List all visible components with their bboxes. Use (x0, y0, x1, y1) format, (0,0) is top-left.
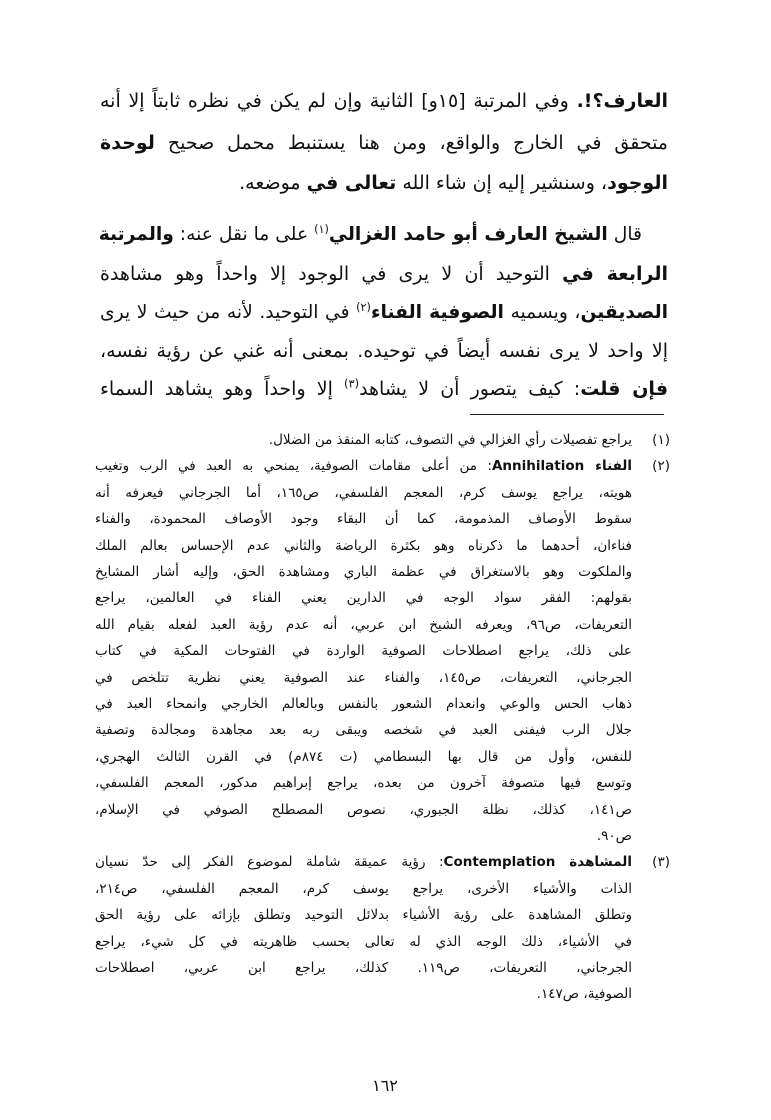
text-segment: الفناء Annihilation (491, 458, 632, 475)
text-segment: يراجع تفصيلات رأي الغزالي في التصوف، كتابه المنقذ من الضلال. (268, 432, 632, 448)
footnote-line (95, 693, 632, 715)
text-segment: إلا واحداً وهو يشاهد السماء (100, 378, 345, 400)
footnote-line (95, 719, 632, 741)
text-segment: لوحدة (100, 132, 155, 154)
text-segment: موضعه. (239, 172, 307, 194)
text-segment: قال (607, 224, 642, 245)
text-segment: العارف؟!. (576, 90, 668, 112)
main-text-line (100, 336, 668, 366)
text-segment: والمرتبة (98, 224, 174, 245)
footnote-line (95, 614, 632, 636)
text-segment: فإن قلت (580, 378, 669, 400)
footnote-line (95, 931, 632, 953)
footnote-line (95, 482, 632, 504)
text-segment: وفي المرتبة [١٥و] الثانية وإن لم يكن في نظره ثابتاً إلا أنه (100, 90, 577, 112)
text-segment: ص١٤١، كذلك، نظلة الجبوري، نصوص المصطلح الصوفي في الإسلام، (95, 801, 632, 818)
text-segment: ص٩٠. (596, 828, 632, 844)
page-number: ١٦٢ (372, 1076, 398, 1095)
footnote-line (95, 904, 632, 926)
text-segment: ، ويسميه (503, 302, 581, 323)
footnote-line (95, 640, 632, 662)
text-segment: الصديقين (580, 302, 668, 323)
footnote-number: (١) (652, 432, 670, 448)
text-segment: وتوسع فيها متصوفة آخرون من بعده، يراجع إبراهيم مدكور، المعجم الفلسفي، (95, 775, 632, 792)
text-segment: فناءان، أحدهما ما ذكرناه وهو بكثرة الرياضة والثاني عدم الإحساس بعالم الملك (95, 537, 632, 554)
main-text-line (100, 259, 668, 289)
main-text-line (100, 168, 668, 198)
main-text-line (100, 220, 642, 250)
text-segment: إلا واحد لا يرى نفسه أيضاً في توحيده. بمعنى أنه غني عن رؤية نفسه، (100, 340, 668, 362)
text-segment: ، وسنشير إليه إن شاء الله (396, 172, 608, 194)
text-segment: جلال الرب فيفنى العبد في شخصه ويبقى ربه بعد مجاهدة ومجالدة وتصفية (95, 722, 632, 739)
text-segment: سقوط الأوصاف المذمومة، كما أن البقاء وجود الأوصاف المحمودة، والفناء (95, 511, 632, 528)
text-segment: الرابعة في (562, 263, 668, 285)
main-text-line (100, 86, 668, 116)
text-segment: الصوفية، ص١٤٧. (536, 986, 632, 1003)
text-segment: الذات والأشياء الأخرى، يراجع يوسف كرم، المعجم الفلسفي، ص٢١٤، (95, 880, 632, 897)
text-segment: وتطلق المشاهدة على رؤية الأشياء بدلائل التوحيد وتطلق بإزائه على رؤية الحق (95, 907, 632, 924)
text-segment: التعريفات، ص٩٦، ويعرفه الشيخ ابن عربي، أنه عدم رؤية العبد لفعله بقيام الله (95, 616, 632, 633)
text-segment: الشيخ العارف أبو حامد الغزالي (328, 224, 608, 245)
text-segment: ذهاب الحس والوعي وانعدام الشعور بالنفس وبالعالم الخارجي وانمحاء العبد في (95, 696, 632, 712)
text-segment: في التوحيد. لأنه من حيث لا يرى (100, 302, 357, 323)
main-text-line (100, 374, 668, 404)
footnote-reference: (١) (314, 222, 329, 236)
text-segment: للنفس، وأول من قال بها البسطامي (ت ٨٧٤م) في القرن الثالث الهجري، (95, 748, 632, 765)
text-segment: المشاهدة Contemplation (443, 854, 632, 871)
text-segment: : من أعلى مقامات الصوفية، يمنحي به العبد في الرب وتغيب (95, 458, 492, 475)
text-segment: على ذلك، يراجع اصطلاحات الصوفية الواردة في الفتوحات المكية في كتاب (95, 643, 632, 660)
text-segment: التوحيد أن لا يرى في الوجود إلا واحداً وهو مشاهدة (100, 263, 563, 285)
text-segment: : كيف يتصور أن لا يشاهد (359, 378, 581, 400)
footnote-line (95, 535, 632, 557)
main-text-line (100, 128, 668, 158)
footnote-line (95, 587, 632, 609)
footnote-line (95, 667, 632, 689)
footnote-line (95, 957, 632, 979)
footnote-line (95, 825, 632, 847)
footnote-line (95, 799, 632, 821)
footnote-line (95, 746, 632, 768)
footnote-line (95, 878, 632, 900)
footnote-number: (٢) (652, 458, 670, 475)
footnote-reference: (٣) (344, 376, 360, 391)
footnote-line (95, 983, 632, 1005)
text-segment: الجرجاني، التعريفات، ص١٤٥، والفناء عند الصوفية يعني نظرية تتلخص في (95, 669, 632, 686)
footnote-line (95, 455, 632, 477)
footnote-reference: (٢) (356, 300, 371, 314)
footnote-separator (470, 414, 664, 415)
text-segment: هويته، يراجع يوسف كرم، المعجم الفلسفي، ص١٦٥، أما الجرجاني فيعرفه أنه (95, 484, 632, 501)
footnote-line (95, 508, 632, 530)
footnote-line (95, 772, 632, 794)
footnote-line (95, 429, 632, 451)
text-segment: تعالى في (306, 172, 397, 194)
text-segment: والملكوت وهو بالاستغراق في عظمة الباري ومشاهدة الحق، وإليه أشار المشايخ (95, 564, 632, 580)
text-segment: على ما نقل عنه: (173, 224, 315, 245)
text-segment: بقولهم: الفقر سواد الوجه في الدارين يعني الفناء في العالمين، يراجع (95, 590, 632, 607)
text-segment: : رؤية عميقة شاملة لموضوع الفكر إلى حدّ نسيان (95, 854, 444, 871)
text-segment: في الأشياء، ذلك الوجه الذي له تعالى بحسب ظاهريته في كل شيء، يراجع (95, 933, 632, 950)
footnote-line (95, 851, 632, 873)
text-segment: الجرجاني، التعريفات، ص١١٩. كذلك، يراجع ابن عربي، اصطلاحات (95, 960, 632, 976)
footnote-line (95, 561, 632, 583)
text-segment: الصوفية الفناء (370, 302, 504, 323)
text-segment: متحقق في الخارج والواقع، ومن هنا يستنبط محمل صحيح (154, 132, 668, 154)
main-text-line (100, 298, 668, 328)
text-segment: الوجود (607, 172, 668, 194)
footnote-number: (٣) (652, 854, 670, 871)
